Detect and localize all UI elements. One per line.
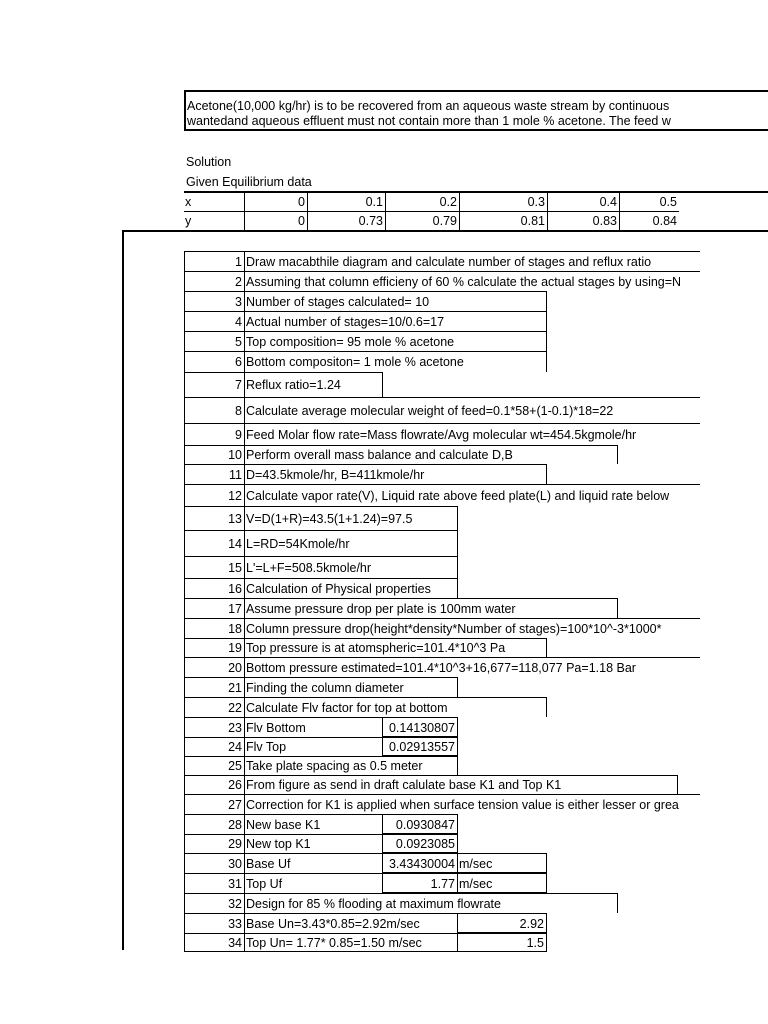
- step-number: 28: [184, 814, 244, 834]
- equilibrium-x-value: 0.3: [459, 193, 547, 212]
- step-text: D=43.5kmole/hr, B=411kmole/hr: [244, 464, 547, 484]
- step-value: 3.43430004: [383, 853, 458, 873]
- step-number: 2: [184, 271, 244, 291]
- step-text: Calculate vapor rate(V), Liquid rate above feed plate(L) and liquid rate below: [244, 484, 700, 506]
- step-number: 23: [184, 717, 244, 737]
- step-value: 1.5: [458, 933, 547, 952]
- step-text: L=RD=54Kmole/hr: [244, 530, 458, 556]
- step-value: 0.14130807: [383, 717, 458, 737]
- step-number: 1: [184, 251, 244, 271]
- step-text: From figure as send in draft calulate base K1 and Top K1: [244, 775, 678, 794]
- step-number: 26: [184, 775, 244, 794]
- step-number: 27: [184, 794, 244, 814]
- equilibrium-x-label: x: [184, 193, 244, 212]
- equilibrium-y-value: 0: [244, 212, 307, 231]
- step-text: Base Uf: [244, 853, 383, 873]
- step-text: Calculate average molecular weight of feed=0.1*58+(1-0.1)*18=22: [244, 397, 700, 423]
- equilibrium-label: Given Equilibrium data: [186, 176, 312, 189]
- step-value: 0.0930847: [383, 814, 458, 834]
- step-text: L'=L+F=508.5kmole/hr: [244, 556, 458, 578]
- equilibrium-y-label: y: [184, 212, 244, 231]
- step-text: New top K1: [244, 834, 383, 853]
- step-number: 16: [184, 578, 244, 598]
- step-text: Base Un=3.43*0.85=2.92m/sec: [244, 913, 458, 933]
- step-value: 0.0923085: [383, 834, 458, 853]
- step-number: 20: [184, 657, 244, 677]
- equilibrium-x-value: 0.2: [385, 193, 459, 212]
- step-number: 32: [184, 893, 244, 913]
- equilibrium-x-value: 0.4: [547, 193, 619, 212]
- step-value: 2.92: [458, 913, 547, 933]
- step-number: 7: [184, 372, 244, 397]
- step-number: 3: [184, 291, 244, 311]
- step-number: 25: [184, 756, 244, 775]
- step-text: Draw macabthile diagram and calculate number of stages and reflux ratio: [244, 251, 700, 271]
- solution-label: Solution: [186, 156, 232, 169]
- step-number: 13: [184, 506, 244, 530]
- step-text: V=D(1+R)=43.5(1+1.24)=97.5: [244, 506, 458, 530]
- equilibrium-x-value: 0: [244, 193, 307, 212]
- step-number: 24: [184, 737, 244, 756]
- step-text: Perform overall mass balance and calculate D,B: [244, 445, 618, 464]
- step-text: Feed Molar flow rate=Mass flowrate/Avg molecular wt=454.5kgmole/hr: [244, 423, 700, 445]
- step-text: Reflux ratio=1.24: [244, 372, 383, 397]
- step-number: 18: [184, 618, 244, 638]
- step-number: 33: [184, 913, 244, 933]
- step-number: 4: [184, 311, 244, 331]
- problem-line-1: Acetone(10,000 kg/hr) is to be recovered from an aqueous waste stream by continuous: [187, 100, 670, 113]
- step-number: 5: [184, 331, 244, 351]
- step-text: Top Un= 1.77* 0.85=1.50 m/sec: [244, 933, 458, 952]
- step-number: 9: [184, 423, 244, 445]
- step-text: Assume pressure drop per plate is 100mm water: [244, 598, 618, 618]
- step-number: 29: [184, 834, 244, 853]
- step-text: New base K1: [244, 814, 383, 834]
- step-text: Bottom pressure estimated=101.4*10^3+16,677=118,077 Pa=1.18 Bar: [244, 657, 700, 677]
- equilibrium-y-value: 0.79: [385, 212, 459, 231]
- step-number: 6: [184, 351, 244, 372]
- step-text: Assuming that column efficieny of 60 % calculate the actual stages by using=N: [244, 271, 700, 291]
- step-number: 31: [184, 873, 244, 893]
- step-number: 30: [184, 853, 244, 873]
- step-number: 8: [184, 397, 244, 423]
- step-unit: m/sec: [458, 853, 547, 873]
- step-text: Correction for K1 is applied when surface tension value is either lesser or grea: [244, 794, 700, 814]
- step-text: Top pressure is at atomspheric=101.4*10^3 Pa: [244, 638, 547, 657]
- step-text: Top Uf: [244, 873, 383, 893]
- equilibrium-y-value: 0.73: [307, 212, 385, 231]
- step-number: 34: [184, 933, 244, 952]
- frame-left-line: [122, 230, 124, 950]
- equilibrium-x-value: 0.1: [307, 193, 385, 212]
- step-number: 10: [184, 445, 244, 464]
- step-text: Flv Bottom: [244, 717, 383, 737]
- step-text: Calculation of Physical properties: [244, 578, 458, 598]
- step-text: Column pressure drop(height*density*Number of stages)=100*10^-3*1000*: [244, 618, 700, 638]
- equilibrium-y-value: 0.81: [459, 212, 547, 231]
- step-number: 12: [184, 484, 244, 506]
- step-value: 1.77: [383, 873, 458, 893]
- step-text: Take plate spacing as 0.5 meter: [244, 756, 458, 775]
- step-text: Top composition= 95 mole % acetone: [244, 331, 547, 351]
- step-text: Flv Top: [244, 737, 383, 756]
- equilibrium-y-value: 0.83: [547, 212, 619, 231]
- step-number: 15: [184, 556, 244, 578]
- step-number: 21: [184, 677, 244, 697]
- step-unit: m/sec: [458, 873, 547, 893]
- step-text: Calculate Flv factor for top at bottom: [244, 697, 547, 717]
- step-text: Design for 85 % flooding at maximum flowrate: [244, 893, 618, 913]
- equilibrium-x-value: 0.5: [619, 193, 679, 212]
- problem-line-2: wantedand aqueous effluent must not contain more than 1 mole % acetone. The feed w: [187, 115, 671, 128]
- step-number: 22: [184, 697, 244, 717]
- problem-box: [184, 90, 768, 131]
- step-text: Finding the column diameter: [244, 677, 458, 697]
- step-number: 19: [184, 638, 244, 657]
- step-text: Bottom compositon= 1 mole % acetone: [244, 351, 547, 372]
- step-number: 14: [184, 530, 244, 556]
- equilibrium-y-value: 0.84: [619, 212, 679, 231]
- step-text: Number of stages calculated= 10: [244, 291, 547, 311]
- step-value: 0.02913557: [383, 737, 458, 756]
- step-number: 17: [184, 598, 244, 618]
- step-number: 11: [184, 464, 244, 484]
- step-text: Actual number of stages=10/0.6=17: [244, 311, 547, 331]
